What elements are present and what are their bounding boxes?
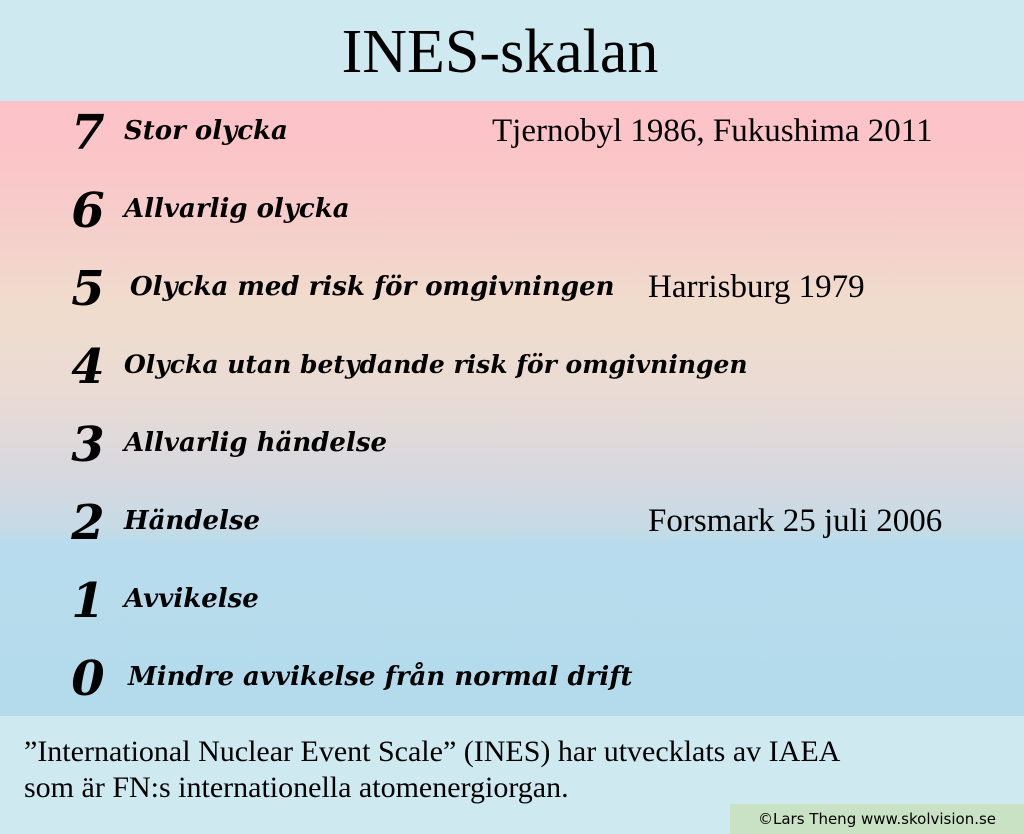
scale-row-1 [0, 569, 1024, 647]
level-number: 3 [71, 417, 105, 473]
level-example: Tjernobyl 1986, Fukushima 2011 [492, 113, 933, 149]
level-number: 7 [71, 105, 105, 161]
level-label: Allvarlig olycka [124, 194, 350, 224]
footer-line-1: ”International Nuclear Event Scale” (INES) har utvecklats av IAEA [24, 735, 841, 768]
level-label: Olycka utan betydande risk för omgivningen [124, 350, 748, 379]
scale-row-3 [0, 413, 1024, 491]
level-example: Forsmark 25 juli 2006 [648, 503, 943, 539]
level-number: 5 [71, 261, 105, 317]
level-label: Stor olycka [124, 116, 288, 146]
level-label: Händelse [124, 506, 261, 536]
scale-row-2 [0, 491, 1024, 569]
copyright-credit: ©Lars Theng www.skolvision.se [730, 804, 1024, 834]
level-label: Olycka med risk för omgivningen [130, 272, 615, 302]
footer-description [24, 734, 984, 806]
level-number: 1 [71, 573, 105, 629]
page-title: INES-skalan [341, 18, 659, 86]
level-number: 0 [71, 651, 105, 707]
scale-row-5 [0, 257, 1024, 335]
scale-row-0 [0, 647, 1024, 725]
level-label: Allvarlig händelse [124, 428, 387, 458]
scale-row-7 [0, 101, 1024, 179]
level-example: Harrisburg 1979 [648, 269, 865, 305]
level-label: Mindre avvikelse från normal drift [128, 662, 633, 692]
level-number: 4 [71, 339, 105, 395]
scale-row-4 [0, 335, 1024, 413]
level-label: Avvikelse [124, 584, 259, 614]
level-number: 2 [71, 495, 105, 551]
level-number: 6 [71, 183, 105, 239]
footer-line-2: som är FN:s internationella atomenergiorgan. [24, 771, 569, 804]
scale-row-6 [0, 179, 1024, 257]
